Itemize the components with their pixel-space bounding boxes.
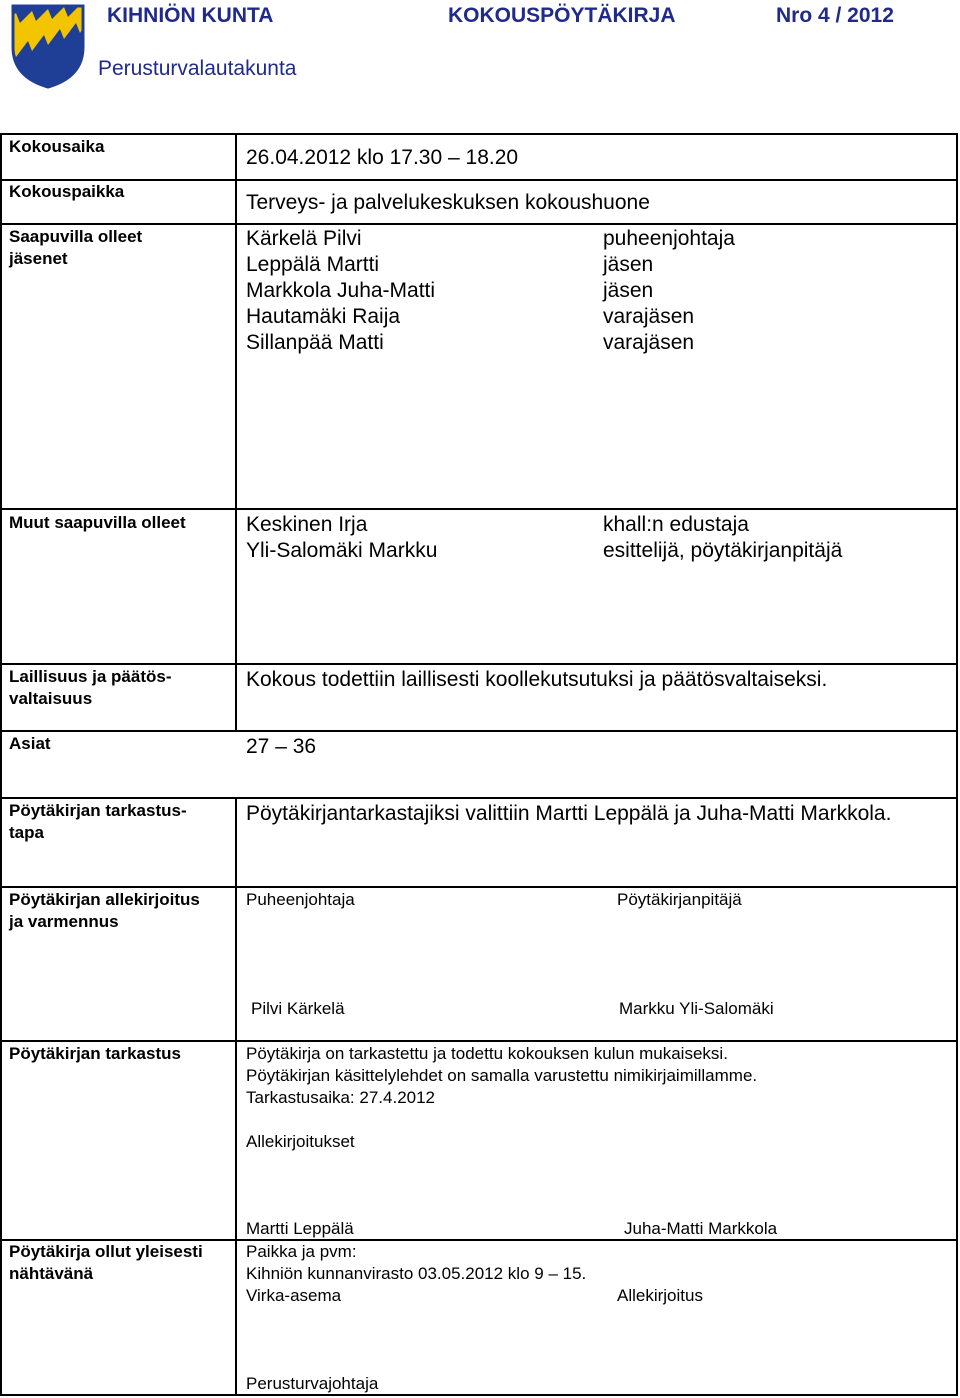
municipal-crest-logo (10, 3, 86, 89)
member-role: jäsen (603, 253, 654, 276)
signatures-label-line1: Pöytäkirjan allekirjoitus (9, 890, 200, 909)
row-divider (0, 1040, 958, 1042)
row-divider (0, 508, 958, 510)
member-role: puheenjohtaja (603, 227, 735, 250)
row-divider (0, 1394, 958, 1396)
row-divider (0, 663, 958, 665)
members-label-line2: jäsenet (9, 249, 68, 268)
members-label (9, 226, 142, 270)
secretary-title: Pöytäkirjanpitäjä (617, 890, 742, 909)
signatures-label-line2: ja varmennus (9, 912, 119, 931)
review-date: Tarkastusaika: 27.4.2012 (246, 1088, 436, 1107)
public-display-label-line1: Pöytäkirja ollut yleisesti (9, 1242, 203, 1261)
public-display-label-line2: nähtävänä (9, 1264, 94, 1283)
member-name: Markkola Juha-Matti (246, 279, 436, 302)
members-names (246, 226, 435, 356)
secretary-name: Markku Yli-Salomäki (619, 999, 774, 1018)
board-name: Perusturvalautakunta (98, 57, 297, 80)
document-type: KOKOUSPÖYTÄKIRJA (448, 4, 676, 27)
member-name: Leppälä Martti (246, 253, 380, 276)
municipality-name: KIHNIÖN KUNTA (107, 4, 274, 27)
position-label: Virka-asema (246, 1286, 342, 1305)
review-text (246, 1043, 757, 1109)
chair-title: Puheenjohtaja (246, 890, 355, 909)
table-right-border (956, 133, 958, 1396)
members-label-line1: Saapuvilla olleet (9, 227, 143, 246)
review-line: Pöytäkirjan käsittelylehdet on samalla varustettu nimikirjaimillamme. (246, 1066, 758, 1085)
meeting-place-label: Kokouspaikka (9, 182, 125, 201)
members-roles (603, 226, 735, 356)
document-number: Nro 4 / 2012 (776, 4, 894, 27)
other-role: esittelijä, pöytäkirjanpitäjä (603, 539, 843, 562)
signature-label: Allekirjoitus (617, 1286, 703, 1305)
other-name: Keskinen Irja (246, 513, 368, 536)
legality-value: Kokous todettiin laillisesti koollekutsutuksi ja päätösvaltaiseksi. (246, 668, 828, 691)
member-name: Sillanpää Matti (246, 331, 384, 354)
public-display-label (9, 1241, 203, 1285)
table-left-border (0, 133, 2, 1396)
member-role: varajäsen (603, 331, 695, 354)
row-divider (0, 179, 958, 181)
others-roles (603, 512, 842, 564)
position-value: Perusturvajohtaja (246, 1374, 379, 1393)
review-label: Pöytäkirjan tarkastus (9, 1044, 181, 1063)
row-divider (0, 886, 958, 888)
place-date-value: Kihniön kunnanvirasto 03.05.2012 klo 9 – 15. (246, 1264, 587, 1283)
row-divider (0, 223, 958, 225)
public-display-details (246, 1241, 586, 1307)
matters-value: 27 – 36 (246, 735, 317, 758)
other-name: Yli-Salomäki Markku (246, 539, 438, 562)
row-divider (0, 730, 958, 732)
meeting-time-value: 26.04.2012 klo 17.30 – 18.20 (246, 146, 519, 169)
review-line: Pöytäkirja on tarkastettu ja todettu kokouksen kulun mukaiseksi. (246, 1044, 728, 1063)
others-label: Muut saapuvilla olleet (9, 513, 186, 532)
review-signatures-label: Allekirjoitukset (246, 1132, 355, 1151)
place-date-label: Paikka ja pvm: (246, 1242, 357, 1261)
column-divider (235, 133, 237, 730)
member-role: jäsen (603, 279, 654, 302)
others-names (246, 512, 437, 564)
legality-label-line2: valtaisuus (9, 689, 93, 708)
chair-name: Pilvi Kärkelä (251, 999, 345, 1018)
legality-label (9, 666, 172, 710)
member-role: varajäsen (603, 305, 695, 328)
row-divider (0, 797, 958, 799)
matters-label: Asiat (9, 734, 51, 753)
review-method-label (9, 800, 187, 844)
member-name: Hautamäki Raija (246, 305, 401, 328)
meeting-place-value: Terveys- ja palvelukeskuksen kokoushuone (246, 191, 650, 214)
reviewer-2-name: Juha-Matti Markkola (624, 1219, 778, 1238)
meeting-time-label: Kokousaika (9, 137, 105, 156)
review-method-label-line1: Pöytäkirjan tarkastus- (9, 801, 187, 820)
other-role: khall:n edustaja (603, 513, 749, 536)
review-method-label-line2: tapa (9, 823, 44, 842)
member-name: Kärkelä Pilvi (246, 227, 362, 250)
review-method-value: Pöytäkirjantarkastajiksi valittiin Martti Leppälä ja Juha-Matti Markkola. (246, 802, 892, 825)
signatures-label (9, 889, 200, 933)
legality-label-line1: Laillisuus ja päätös- (9, 667, 172, 686)
column-divider (235, 797, 237, 1394)
reviewer-1-name: Martti Leppälä (246, 1219, 354, 1238)
row-divider (0, 133, 958, 135)
